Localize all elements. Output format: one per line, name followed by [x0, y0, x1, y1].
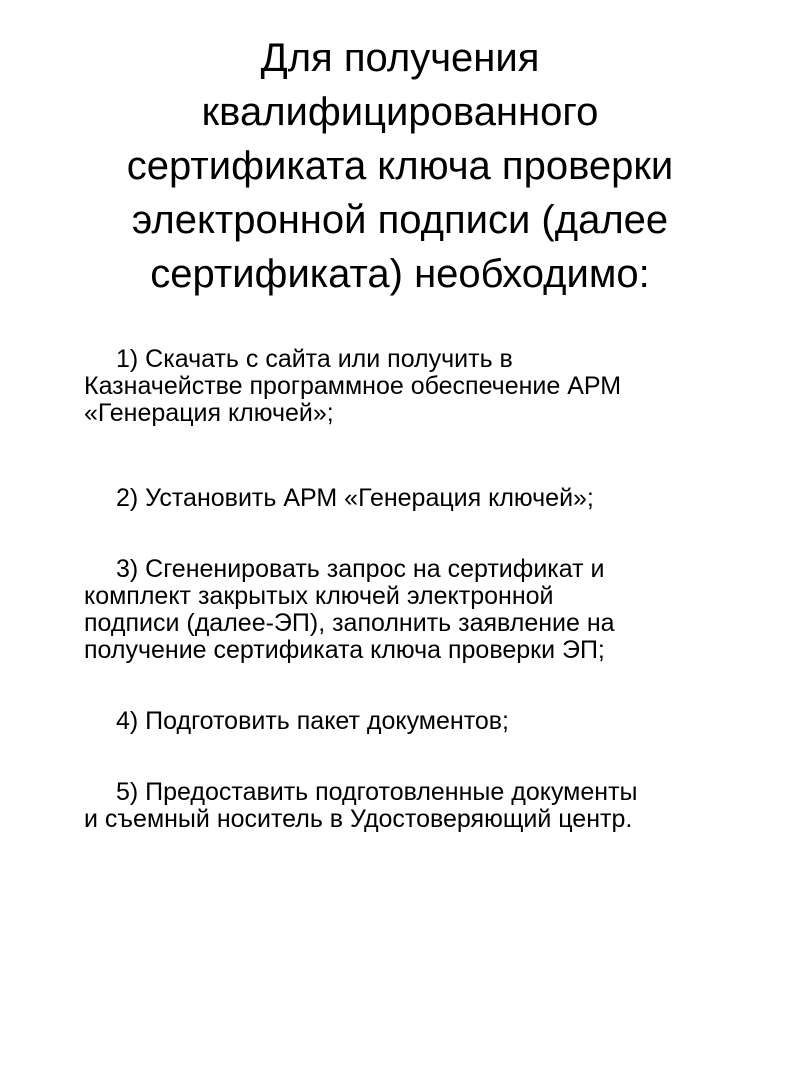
step-text-line: 1) Скачать с сайта или получить в — [116, 345, 513, 373]
title-line: сертификата) необходимо: — [150, 252, 650, 296]
step-text-line: Казначействе программное обеспечение АРМ — [84, 372, 622, 400]
step-text-line: 5) Предоставить подготовленные документы — [116, 778, 638, 806]
title-line: электронной подписи (далее — [131, 198, 669, 242]
step-text-line: 4) Подготовить пакет документов; — [116, 707, 510, 735]
step-text-line: и съемный носитель в Удостоверяющий центр. — [84, 805, 633, 833]
title-line: сертификата ключа проверки — [126, 144, 674, 188]
title-line: Для получения — [260, 36, 540, 80]
step-text-line: подписи (далее-ЭП), заполнить заявление на — [84, 609, 615, 637]
step-text-line: 2) Установить АРМ «Генерация ключей»; — [116, 484, 594, 512]
step-5 — [84, 779, 754, 833]
step-1 — [84, 346, 754, 427]
step-text-line: «Генерация ключей»; — [84, 399, 334, 427]
steps-list — [84, 346, 754, 833]
step-3 — [84, 556, 754, 664]
title-line: квалифицированного — [201, 90, 599, 134]
step-2 — [84, 485, 754, 512]
step-text-line: 3) Сгененировать запрос на сертификат и — [116, 555, 605, 583]
step-text-line: комплект закрытых ключей электронной — [84, 582, 554, 610]
step-4 — [84, 708, 754, 735]
step-text-line: получение сертификата ключа проверки ЭП; — [84, 636, 605, 664]
slide-title — [60, 31, 740, 301]
